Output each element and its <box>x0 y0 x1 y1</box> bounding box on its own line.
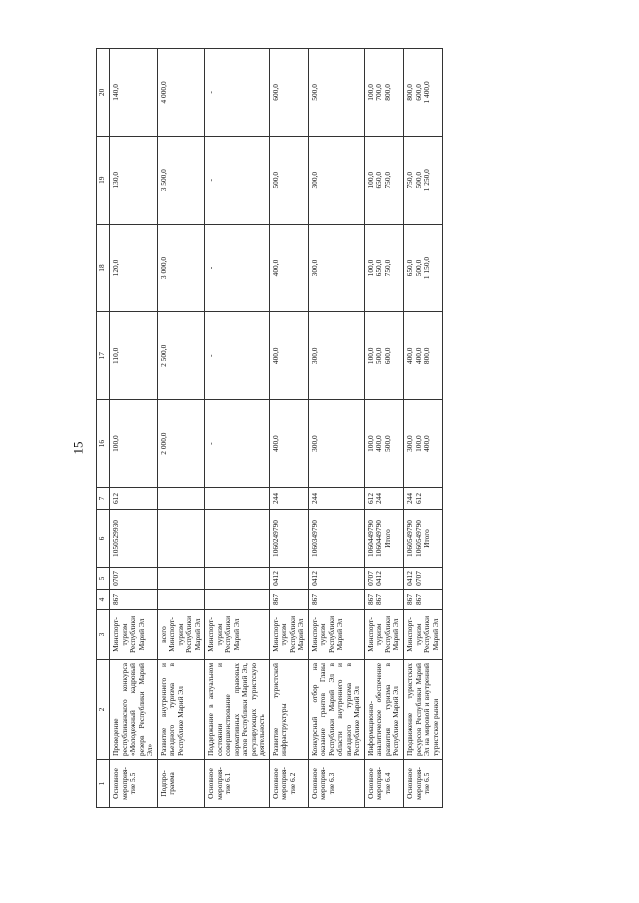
column-header: 6 <box>97 510 110 568</box>
table-cell-c6: 1060249790 <box>269 510 308 568</box>
table-row <box>110 49 158 808</box>
table-cell-c3: Минспорт-туризм Республики Марий Эл <box>205 610 270 660</box>
table-cell-v16: 2 000,0 <box>157 400 205 488</box>
table-cell-c3: Минспорт-туризм Республики Марий Эл <box>403 610 442 660</box>
table-cell-v20: 4 000,0 <box>157 49 205 137</box>
table-cell-c6: 1060449790 1060449790 Итого <box>364 510 403 568</box>
table-cell-v19: 300,0 <box>308 136 364 224</box>
table-row <box>364 49 403 808</box>
table-cell-v20: 500,0 <box>308 49 364 137</box>
column-header: 18 <box>97 224 110 312</box>
table-cell-c7: 244 <box>269 488 308 510</box>
table-cell-v20: - <box>205 49 270 137</box>
table-cell-c1: Основное мероприя-тие 6.1 <box>205 760 270 808</box>
table-cell-c1: Основное мероприя-тие 6.5 <box>403 760 442 808</box>
column-header: 19 <box>97 136 110 224</box>
table-cell-c4: 867 <box>308 590 364 610</box>
table-cell-v17: 110,0 <box>110 312 158 400</box>
table-cell-v18: 400,0 <box>269 224 308 312</box>
table-cell-v16: 100,0 <box>110 400 158 488</box>
table-cell-v16: 300,0 <box>308 400 364 488</box>
table-cell-c3: Минспорт-туризм Республики Марий Эл <box>269 610 308 660</box>
table-cell-c2: Развитие внутреннего и въездного туризма в Республике Марий Эл <box>157 660 205 760</box>
table-cell-v17: 100,0 500,0 600,0 <box>364 312 403 400</box>
table-cell-v19: 500,0 <box>269 136 308 224</box>
table-cell-c4: 867 867 <box>403 590 442 610</box>
table-cell-c7: 244 <box>308 488 364 510</box>
table-cell-v19: 130,0 <box>110 136 158 224</box>
table-cell-c1: Основное мероприя-тие 6.3 <box>308 760 364 808</box>
table-cell-c5: 0412 <box>269 568 308 590</box>
table-row <box>308 49 364 808</box>
table-cell-v19: 3 500,0 <box>157 136 205 224</box>
table-cell-c5 <box>157 568 205 590</box>
table-cell-v18: - <box>205 224 270 312</box>
column-header: 2 <box>97 660 110 760</box>
table-cell-v19: - <box>205 136 270 224</box>
table-cell-c4 <box>205 590 270 610</box>
table-cell-c1: Основное мероприя-тие 6.2 <box>269 760 308 808</box>
table-cell-c5: 0707 <box>110 568 158 590</box>
table-cell-c2: Конкурсный отбор на оказание грантов Главы Республики Марий Эл в области внутреннего и въездного туризма в Республике Марий Эл <box>308 660 364 760</box>
table-cell-c7 <box>157 488 205 510</box>
table-cell-c6 <box>205 510 270 568</box>
table-cell-v20: 600,0 <box>269 49 308 137</box>
table-cell-c5: 0707 0412 <box>364 568 403 590</box>
table-cell-v18: 3 000,0 <box>157 224 205 312</box>
table-cell-c7: 612 244 <box>364 488 403 510</box>
table-cell-v19: 100,0 650,0 750,0 <box>364 136 403 224</box>
table-cell-c1: Основное мероприя-тие 5.5 <box>110 760 158 808</box>
column-header: 5 <box>97 568 110 590</box>
table-cell-v16: 100,0 400,0 500,0 <box>364 400 403 488</box>
table-container <box>96 48 526 808</box>
data-table <box>96 48 443 808</box>
table-cell-v17: 400,0 400,0 800,0 <box>403 312 442 400</box>
table-cell-c2: Проведение республиканского конкурса «Молодежный кадровый резерв Республики Марий Эл» <box>110 660 158 760</box>
table-row <box>157 49 205 808</box>
column-header: 1 <box>97 760 110 808</box>
column-header: 3 <box>97 610 110 660</box>
table-cell-c1: Основное мероприя-тие 6.4 <box>364 760 403 808</box>
table-cell-c6 <box>157 510 205 568</box>
header-row <box>97 49 110 808</box>
column-header: 17 <box>97 312 110 400</box>
table-cell-c3: Минспорт-туризм Республики Марий Эл <box>308 610 364 660</box>
table-cell-c5: 0412 <box>308 568 364 590</box>
table-row <box>403 49 442 808</box>
table-cell-c4: 867 <box>269 590 308 610</box>
table-cell-c7: 244 612 <box>403 488 442 510</box>
table-cell-c6: 1060549790 1060549790 Итого <box>403 510 442 568</box>
table-cell-c3: Минспорт-туризм Республики Марий Эл <box>364 610 403 660</box>
table-cell-c5 <box>205 568 270 590</box>
table-cell-v18: 120,0 <box>110 224 158 312</box>
table-cell-v16: 300,0 100,0 400,0 <box>403 400 442 488</box>
table-body <box>110 49 443 808</box>
table-cell-c6: 1060349790 <box>308 510 364 568</box>
table-cell-c2: Продвижение туристских ресурсов Республики Марий Эл на мировой и внутренний туристские рынки <box>403 660 442 760</box>
table-cell-c7 <box>205 488 270 510</box>
table-cell-c5: 0412 0707 <box>403 568 442 590</box>
table-cell-v20: 140,0 <box>110 49 158 137</box>
table-cell-v16: - <box>205 400 270 488</box>
table-cell-v16: 400,0 <box>269 400 308 488</box>
table-cell-v19: 750,0 500,0 1 250,0 <box>403 136 442 224</box>
table-cell-c3: Минспорт-туризм Республики Марий Эл <box>110 610 158 660</box>
table-cell-v18: 100,0 650,0 750,0 <box>364 224 403 312</box>
table-cell-c2: Развитие туристской инфраструктуры <box>269 660 308 760</box>
table-cell-c6: 1050529930 <box>110 510 158 568</box>
table-cell-c4: 867 867 <box>364 590 403 610</box>
table-cell-v20: 800,0 600,0 1 400,0 <box>403 49 442 137</box>
table-cell-c4 <box>157 590 205 610</box>
column-header: 20 <box>97 49 110 137</box>
table-cell-c3: всего Минспорт-туризм Республики Марий Эл <box>157 610 205 660</box>
page-number: 15 <box>70 441 86 455</box>
column-header: 4 <box>97 590 110 610</box>
table-cell-v17: 2 500,0 <box>157 312 205 400</box>
table-cell-v20: 100,0 700,0 800,0 <box>364 49 403 137</box>
table-cell-v18: 300,0 <box>308 224 364 312</box>
table-cell-v18: 650,0 500,0 1 150,0 <box>403 224 442 312</box>
table-cell-c2: Информационно-аналитическое обеспечение развития туризма в Республике Марий Эл <box>364 660 403 760</box>
column-header: 7 <box>97 488 110 510</box>
table-cell-v17: 300,0 <box>308 312 364 400</box>
table-cell-v17: 400,0 <box>269 312 308 400</box>
table-row <box>269 49 308 808</box>
table-cell-c7: 612 <box>110 488 158 510</box>
column-header: 16 <box>97 400 110 488</box>
table-cell-c1: Подпро-грамма <box>157 760 205 808</box>
table-cell-c4: 867 <box>110 590 158 610</box>
table-row <box>205 49 270 808</box>
table-cell-v17: - <box>205 312 270 400</box>
table-cell-c2: Поддержание в актуальном состоянии и совершенствование нормативных правовых актов Республики Марий Эл, регулирующих туристскую деятельность <box>205 660 270 760</box>
